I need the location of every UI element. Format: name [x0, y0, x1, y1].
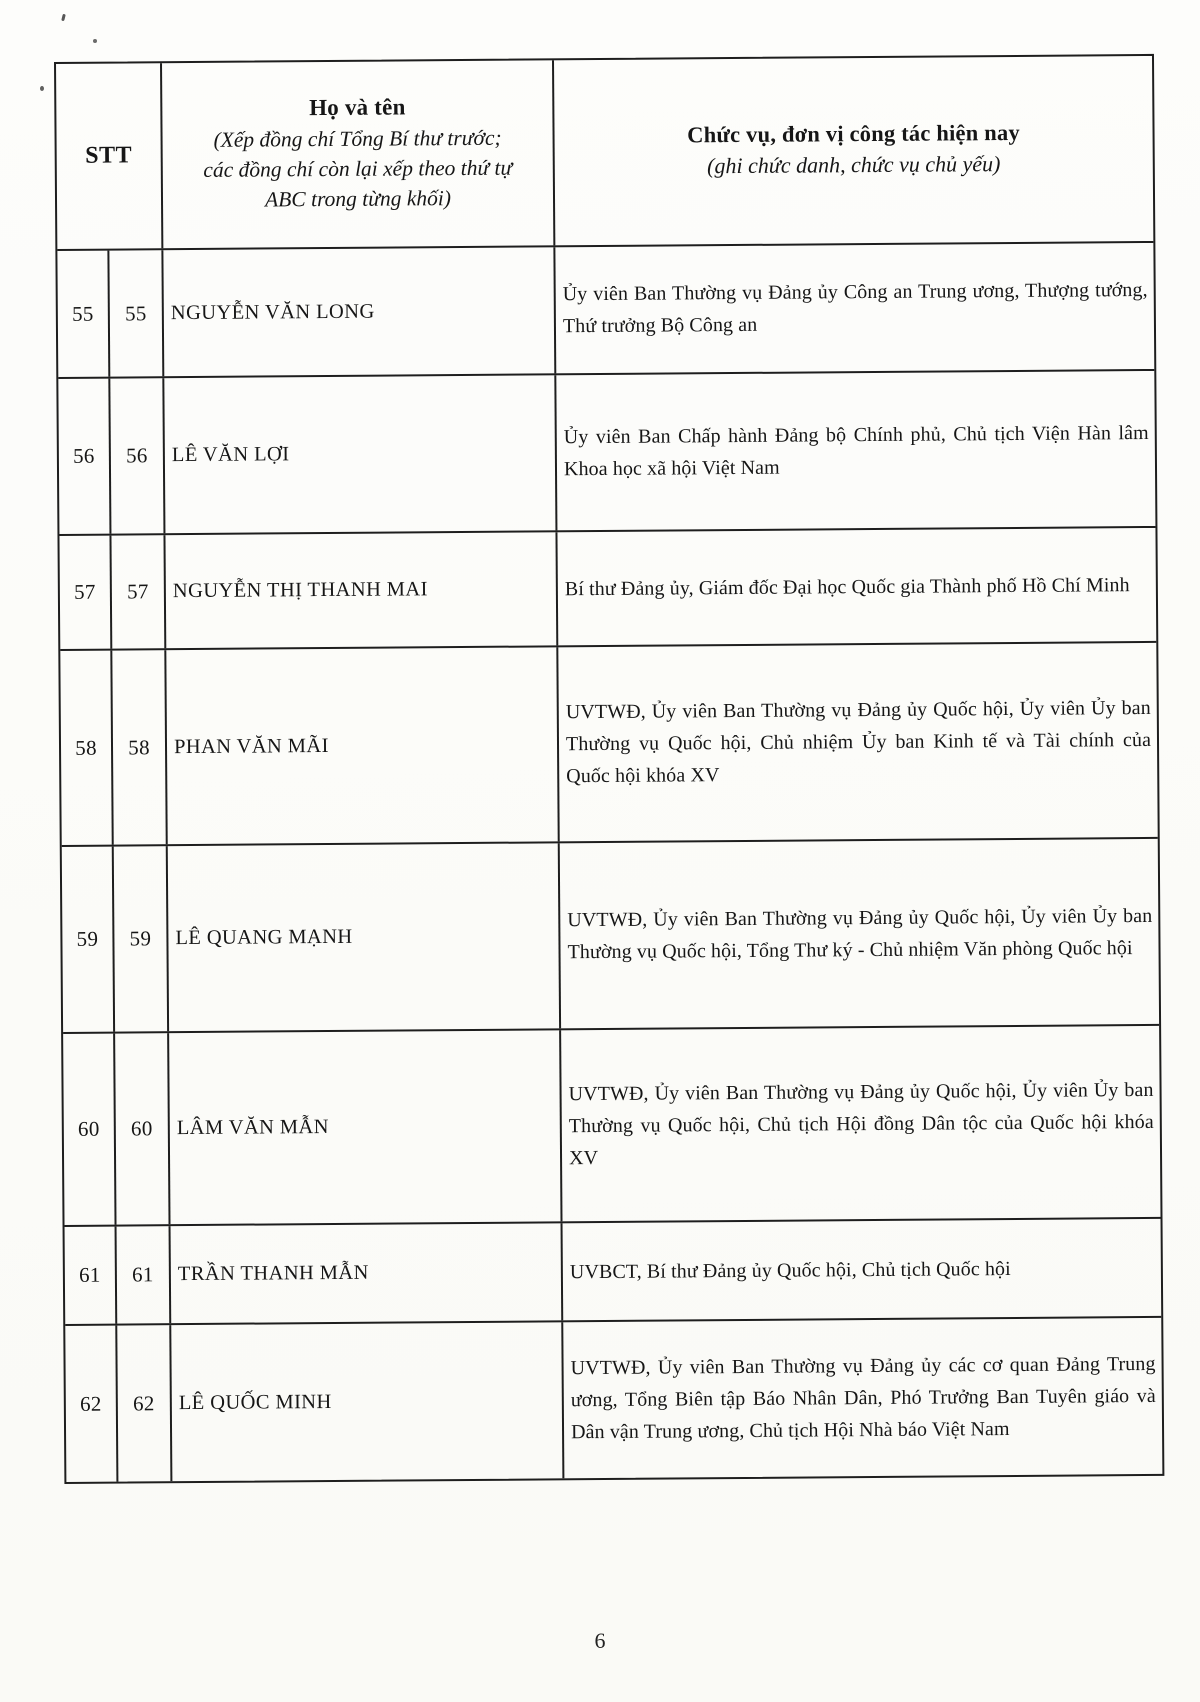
- position-cell: Bí thư Đảng ủy, Giám đốc Đại học Quốc gia Thành phố Hồ Chí Minh: [564, 573, 1130, 600]
- stt-cell: 60: [63, 1034, 116, 1225]
- stt-cell: 58: [60, 651, 113, 845]
- stt-cell-secondary: 61: [117, 1226, 172, 1323]
- scan-artifact: [61, 14, 66, 22]
- name-cell: PHAN VĂN MÃI: [166, 647, 559, 844]
- table-row: [65, 1316, 1162, 1482]
- header-cell-name: [162, 60, 555, 248]
- table-row: [59, 526, 1156, 649]
- stt-cell-secondary: 55: [109, 250, 164, 376]
- name-cell: LÊ QUANG MẠNH: [168, 843, 561, 1031]
- stt-cell: 61: [65, 1227, 118, 1324]
- stt-cell-secondary: 59: [114, 846, 169, 1031]
- position-cell: UVTWĐ, Ủy viên Ban Thường vụ Đảng ủy Quốc hội, Ủy viên Ủy ban Thường vụ Quốc hội, Chủ nhiệm Ủy ban Kinh tế và Tài chính của Quốc hội khóa XV: [565, 696, 1152, 788]
- stt-cell: 59: [62, 847, 115, 1032]
- stt-cell: 56: [58, 379, 111, 534]
- stt-cell-secondary: 56: [110, 378, 165, 533]
- position-cell: UVTWĐ, Ủy viên Ban Thường vụ Đảng ủy các cơ quan Đảng Trung ương, Tổng Biên tập Báo Nhân Dân, Phó Trưởng Ban Tuyên giáo và Dân vận Trung ương, Chủ tịch Hội Nhà báo Việt Nam: [570, 1352, 1156, 1444]
- position-cell: UVTWĐ, Ủy viên Ban Thường vụ Đảng ủy Quốc hội, Ủy viên Ủy ban Thường vụ Quốc hội, Tổng Thư ký - Chủ nhiệm Văn phòng Quốc hội: [567, 904, 1153, 963]
- stt-cell: 57: [59, 536, 112, 649]
- header-cell-stt: [56, 63, 163, 249]
- stt-cell: 62: [65, 1326, 118, 1482]
- scan-artifact: [93, 39, 97, 43]
- position-cell: Ủy viên Ban Thường vụ Đảng ủy Công an Trung ương, Thượng tướng, Thứ trưởng Bộ Công an: [562, 278, 1148, 338]
- table-header-row: [56, 56, 1153, 249]
- name-cell: NGUYỄN THỊ THANH MAI: [165, 532, 558, 648]
- scan-artifact: [40, 86, 44, 91]
- table-row: [63, 1024, 1160, 1225]
- header-cell-position: [554, 56, 1153, 245]
- stt-cell-secondary: 58: [112, 650, 167, 844]
- stt-header-label: STT: [85, 142, 133, 169]
- name-header-title: Họ và tên: [309, 94, 406, 121]
- name-header-subtitle: (Xếp đồng chí Tổng Bí thư trước; các đồng chí còn lại xếp theo thứ tự ABC trong từng khối): [203, 125, 513, 212]
- name-cell: LÊ VĂN LỢI: [164, 375, 557, 533]
- personnel-table: [54, 54, 1164, 1484]
- table-row: [57, 241, 1154, 377]
- name-cell: NGUYỄN VĂN LONG: [163, 247, 556, 376]
- stt-cell-secondary: 62: [117, 1325, 172, 1481]
- position-cell: UVTWĐ, Ủy viên Ban Thường vụ Đảng ủy Quốc hội, Ủy viên Ủy ban Thường vụ Quốc hội, Chủ tịch Hội đồng Dân tộc của Quốc hội khóa XV: [568, 1078, 1154, 1169]
- name-cell: TRẦN THANH MẪN: [171, 1223, 564, 1323]
- table-row: [60, 641, 1157, 845]
- stt-cell-secondary: 60: [115, 1033, 170, 1224]
- stt-cell: 55: [57, 251, 110, 377]
- position-header-title: Chức vụ, đơn vị công tác hiện nay: [687, 119, 1020, 148]
- stt-cell-secondary: 57: [111, 535, 166, 648]
- name-cell: LÂM VĂN MẪN: [169, 1030, 562, 1224]
- table-row: [65, 1217, 1162, 1324]
- position-cell: UVBCT, Bí thư Đảng ủy Quốc hội, Chủ tịch Quốc hội: [569, 1257, 1011, 1283]
- table-row: [62, 837, 1159, 1032]
- page-number: 6: [594, 1628, 606, 1653]
- position-header-subtitle: (ghi chức danh, chức vụ chủ yếu): [706, 151, 1001, 179]
- name-cell: LÊ QUỐC MINH: [171, 1322, 564, 1481]
- table-row: [58, 369, 1155, 534]
- position-cell: Ủy viên Ban Chấp hành Đảng bộ Chính phủ, Chủ tịch Viện Hàn lâm Khoa học xã hội Việt Nam: [563, 421, 1149, 480]
